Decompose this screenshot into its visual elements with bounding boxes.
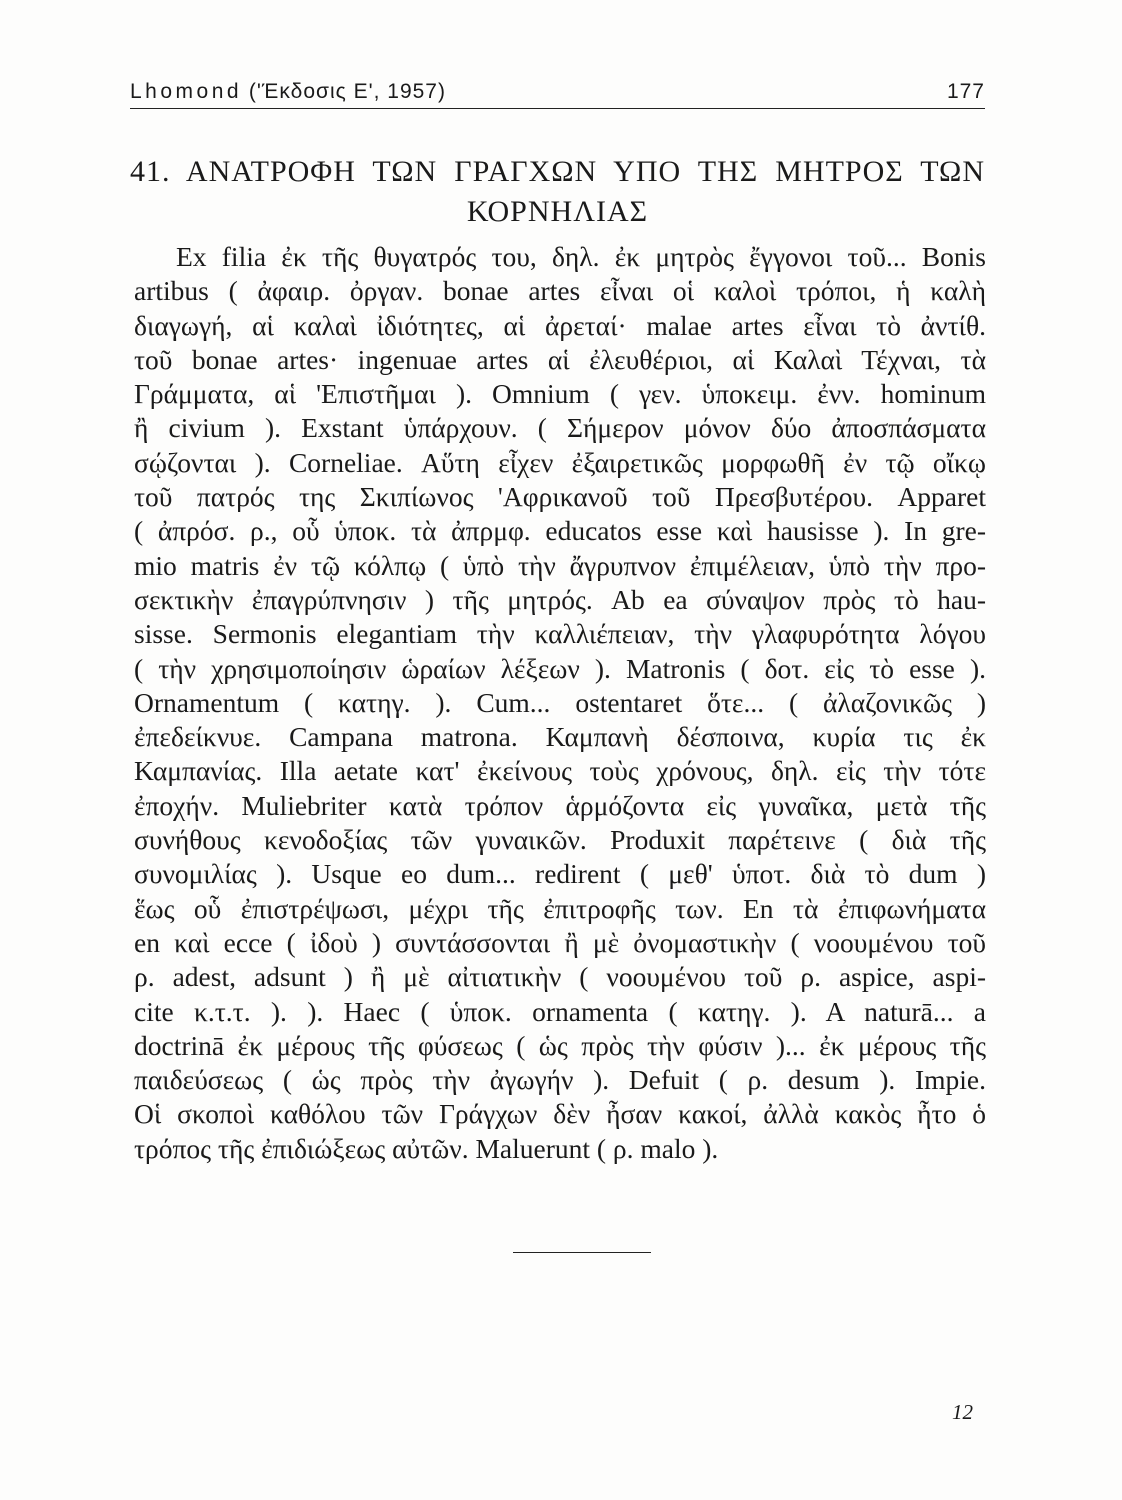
paragraph-line: ἢ civium ). Exstant ὑπάρχουν. ( Σήμερον μόνον δύο ἀποσπάσματα: [134, 412, 986, 444]
paragraph-line: συνομιλίας ). Usque eo dum... redirent ( μεθ' ὑποτ. διὰ τὸ dum ): [134, 858, 986, 890]
paragraph-line: ἕως οὗ ἐπιστρέψωσι, μέχρι τῆς ἐπιτροφῆς των. En τὰ ἐπιφωνήματα: [134, 892, 986, 924]
paragraph-line: Ex filia ἐκ τῆς θυγατρός του, δηλ. ἐκ μητρὸς ἔγγονοι τοῦ... Bonis: [176, 241, 986, 272]
paragraph-line: sisse. Sermonis elegantiam τὴν καλλιέπειαν, τὴν γλαφυρότητα λόγου: [134, 618, 986, 650]
paragraph-line: Ornamentum ( κατηγ. ). Cum... ostentaret ὅτε... ( ἀλαζονικῶς ): [134, 686, 986, 718]
paragraph-line: τοῦ bonae artes· ingenuae artes αἱ ἐλευθέριοι, αἱ Καλαὶ Τέχναι, τὰ: [134, 343, 986, 375]
paragraph-line: ( ἀπρόσ. ρ., οὗ ὑποκ. τὰ ἀπρμφ. educatos esse καὶ hausisse ). In gre-: [134, 515, 986, 547]
chapter-title-line-1: 41. ΑΝΑΤΡΟΦΗ ΤΩΝ ΓΡΑΓΧΩΝ ΥΠΟ ΤΗΣ ΜΗΤΡΟΣ ΤΩΝ: [130, 155, 985, 189]
paragraph-line: σεκτικὴν ἐπαγρύπνησιν ) τῆς μητρός. Ab ea σύναψον πρὸς τὸ hau-: [134, 583, 986, 615]
running-head: [130, 68, 985, 109]
author-name: Lhomond: [130, 80, 243, 103]
paragraph-line: Καμπανίας. Illa aetate κατ' ἐκείνους τοὺς χρόνους, δηλ. εἰς τὴν τότε: [134, 755, 986, 787]
commentary-paragraph: [134, 240, 986, 1166]
paragraph-line: Οἱ σκοποὶ καθόλου τῶν Γράγχων δὲν ἦσαν κακοί, ἀλλὰ κακὸς ἦτο ὁ: [134, 1098, 986, 1130]
chapter-title-line-2: ΚΟΡΝΗΛΙΑΣ: [466, 195, 649, 229]
paragraph-line: Γράμματα, αἱ 'Επιστῆμαι ). Omnium ( γεν. ὑποκειμ. ἐνν. hominum: [134, 378, 986, 410]
paragraph-line: τοῦ πατρός της Σκιπίωνος 'Αφρικανοῦ τοῦ Πρεσβυτέρου. Apparet: [134, 481, 986, 513]
chapter-title: [130, 152, 985, 232]
paragraph-line: en καὶ ecce ( ἰδοὺ ) συντάσσονται ἢ μὲ ὀνομαστικὴν ( νοουμένου τοῦ: [134, 926, 986, 958]
paragraph-line: συνήθους κενοδοξίας τῶν γυναικῶν. Produxit παρέτεινε ( διὰ τῆς: [134, 824, 986, 856]
paragraph-line: ρ. adest, adsunt ) ἢ μὲ αἰτιατικὴν ( νοουμένου τοῦ ρ. aspice, aspi-: [134, 961, 986, 993]
paragraph-line: ἐπεδείκνυε. Campana matrona. Καμπανὴ δέσποινα, κυρία τις ἐκ: [134, 721, 986, 753]
paragraph-line: τρόπος τῆς ἐπιδιώξεως αὐτῶν. Maluerunt ( ρ. malo ).: [134, 1132, 719, 1164]
paragraph-line: ἐποχήν. Muliebriter κατὰ τρόπον ἁρμόζοντα εἰς γυναῖκα, μετὰ τῆς: [134, 789, 986, 821]
page-number: 177: [946, 80, 985, 103]
running-head-left: [130, 80, 446, 104]
paragraph-line: mio matris ἐν τῷ κόλπῳ ( ὑπὸ τὴν ἄγρυπνον ἐπιμέλειαν, ὑπὸ τὴν προ-: [134, 549, 986, 581]
paragraph-line: doctrinā ἐκ μέρους τῆς φύσεως ( ὡς πρὸς τὴν φύσιν )... ἐκ μέρους τῆς: [134, 1029, 986, 1061]
paragraph-line: ( τὴν χρησιμοποίησιν ὡραίων λέξεων ). Matronis ( δοτ. εἰς τὸ esse ).: [134, 652, 986, 684]
paragraph-line: σῴζονται ). Corneliae. Αὕτη εἶχεν ἐξαιρετικῶς μορφωθῆ ἐν τῷ οἴκῳ: [134, 446, 986, 478]
paragraph-line: διαγωγή, αἱ καλαὶ ἰδιότητες, αἱ ἀρεταί· malae artes εἶναι τὸ ἀντίθ.: [134, 309, 986, 341]
paragraph-line: artibus ( ἀφαιρ. ὀργαν. bonae artes εἶναι οἱ καλοὶ τρόποι, ἡ καλὴ: [134, 275, 986, 307]
paragraph-line: παιδεύσεως ( ὡς πρὸς τὴν ἀγωγήν ). Defuit ( ρ. desum ). Impie.: [134, 1064, 986, 1096]
signature-folio: 12: [952, 1400, 973, 1424]
paragraph-line: cite κ.τ.τ. ). ). Haec ( ὑποκ. ornamenta ( κατηγ. ). A naturā... a: [134, 995, 986, 1027]
section-end-rule: [513, 1252, 651, 1253]
edition-note: ('Έκδοσις Ε', 1957): [248, 80, 446, 103]
